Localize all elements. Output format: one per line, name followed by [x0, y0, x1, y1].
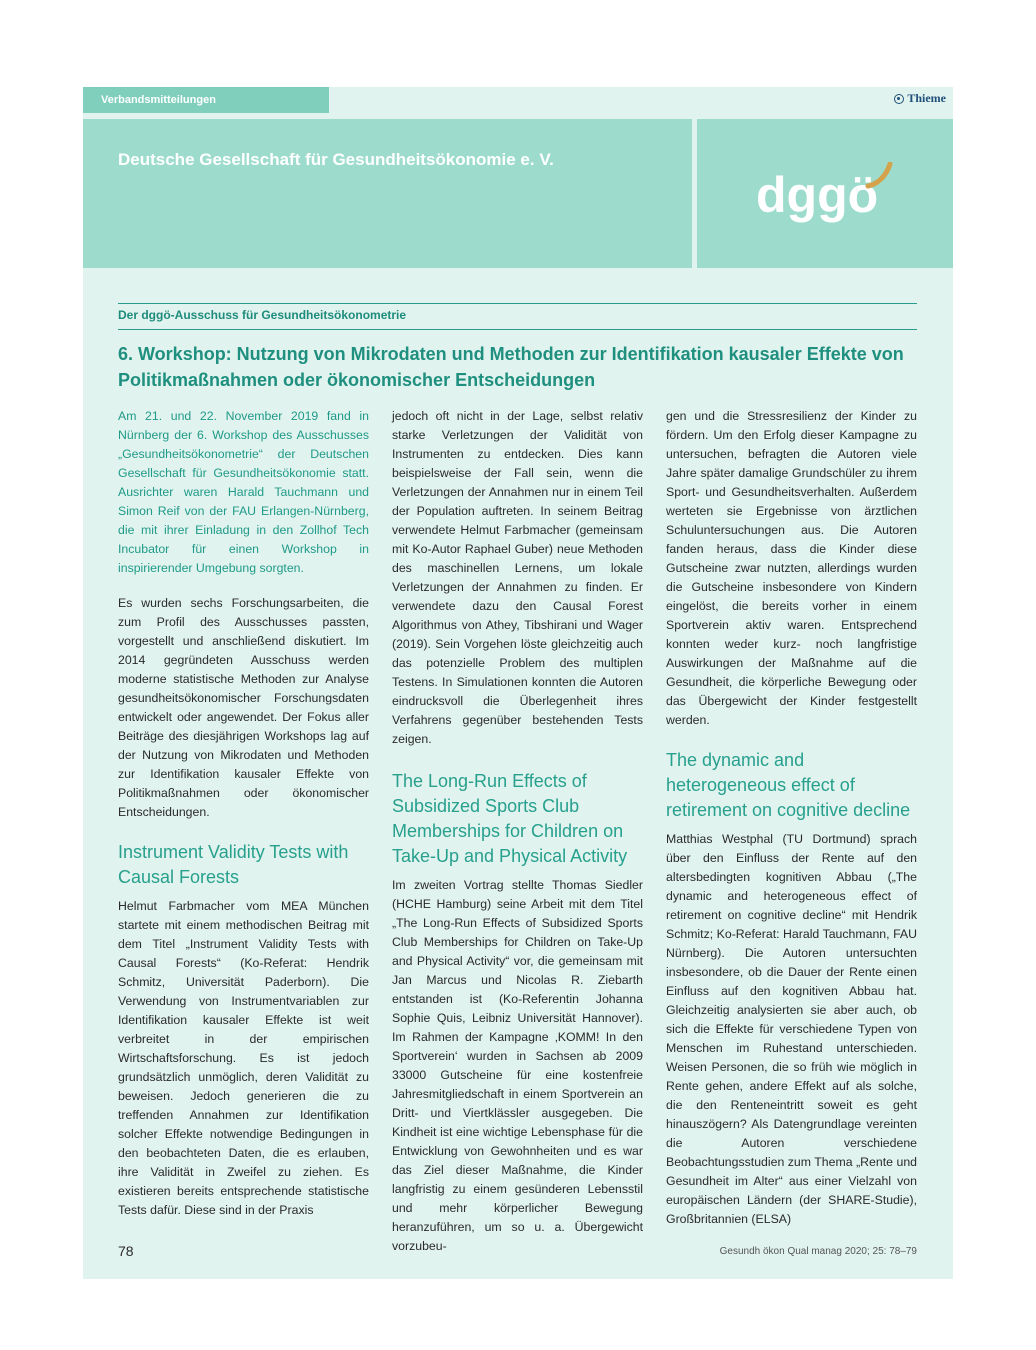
thieme-icon — [894, 94, 904, 104]
paragraph: Matthias Westphal (TU Dortmund) sprach über den Einfluss der Rente auf den altersbedingten kognitiven Abbau („The dynamic and heterogeneous effect of retirement on cognitive decline“ mit Hendrik Schmitz; Ko-Referat: Harald Tauchmann, FAU Nürnberg). Die Autoren untersuchten insbesondere, ob die Dauer der Rente einen Einfluss auf den kognitiven Abbau hat. Gleichzeitig analysierten sie aber auch, ob sich die Effekte für verschiedene Typen von Menschen im Ruhestand unterschieden. Weisen Personen, die so früh wie möglich in Rente gehen, andere Effekt auf als solche, die den Renteneintritt soweit es geht hinauszögern? Als Datengrundlage vereinten die Autoren verschiedene Beobachtungsstudien zum Thema „Rente und Gesundheit im Alter“ aus einer Vielzahl von europäischen Ländern (der SHARE-Studie), Großbritannien (ELSA) — [666, 832, 917, 1226]
section-label: Der dggö-Ausschuss für Gesundheitsökonometrie — [118, 308, 407, 322]
section-tag: Verbandsmitteilungen — [83, 87, 329, 113]
column-3 — [666, 407, 917, 1244]
paragraph: Im zweiten Vortrag stellte Thomas Siedler (HCHE Hamburg) seine Arbeit mit dem Titel „The Long-Run Effects of Subsidized Sports Club Memberships for Children on Take-Up and Physical Activity“ vor, die gemeinsam mit Jan Marcus und Nicolas R. Ziebarth entstanden ist (Ko-Referentin Johanna Sophie Quis, Leibniz Universität Hannover). Im Rahmen der Kampagne ‚KOMM! In den Sportverein‘ wurden in Sachsen ab 2009 33000 Gutscheine für eine kostenfreie Jahresmitgliedschaft in einem Sportverein an Dritt- und Viertklässler ausgegeben. Die Kindheit ist eine wichtige Lebensphase für die Entwicklung von Gewohnheiten und es war das Ziel dieser Maßnahme, die Kinder langfristig zu einem gesünderen Lebensstil und mehr körperlicher Bewegung heranzuführen, um so u. a. Übergewicht vorzubeu- — [392, 878, 643, 1253]
section-heading: The dynamic and heterogeneous effect of retirement on cognitive decline — [666, 750, 911, 820]
society-banner — [83, 119, 692, 268]
paragraph: Helmut Farbmacher vom MEA München startete mit einem methodischen Beitrag mit dem Titel „Instrument Validity Tests with Causal Forests“ (Ko-Referat: Hendrik Schmitz, Universität Paderborn). Die Verwendung von Instrumentvariablen zur Identifikation kausaler Effekte ist weit verbreitet in der empirischen Wirtschaftsforschung. Es ist jedoch grundsätzlich unmöglich, deren Validität zu beweisen. Jedoch generieren die zu treffenden Annahmen zur Identifikation solcher Effekte notwendige Bedingungen in den beobachteten Daten, die es erlauben, ihre Validität in Zweifel zu ziehen. Es existieren bereits entsprechende statistische Tests dafür. Diese sind in der Praxis — [118, 899, 369, 1217]
journal-citation: Gesundh ökon Qual manag 2020; 25: 78–79 — [719, 1246, 917, 1257]
paragraph: Es wurden sechs Forschungsarbeiten, die zum Profil des Ausschusses passten, vorgestellt und anschließend diskutiert. Im 2014 gegründeten Ausschuss werden moderne statistische Methoden zur Analyse gesundheitsökonomischer Forschungsdaten entwickelt oder angewendet. Der Fokus aller Beiträge des diesjährigen Workshops lag auf der Nutzung von Mikrodaten und Methoden zur Identifikation kausaler Effekte von Politikmaßnahmen oder ökonomischer Entscheidungen. — [118, 596, 369, 819]
section-heading: Instrument Validity Tests with Causal Forests — [118, 842, 349, 887]
paragraph: gen und die Stressresilienz der Kinder zu fördern. Um den Erfolg dieser Kampagne zu untersuchen, befragten die Autoren viele Jahre später damalige Grundschüler zu ihrem Sport- und Gesundheitsverhalten. Außerdem werteten sie Ergebnisse von ärztlichen Schuluntersuchungen aus. Die Autoren fanden heraus, dass die Kinder diese Gutscheine zwar nutzten, allerdings wurden die Gutscheine insbesondere von Kindern eingelöst, die bereits vorher in einem Sportverein aktiv waren. Entsprechend konnten weder kurz- noch langfristige Auswirkungen der Maßnahme auf die Gesundheit, die körperliche Bewegung oder das Übergewicht der Kinder festgestellt werden. — [666, 409, 917, 727]
dggo-logo — [756, 162, 896, 232]
column-2 — [392, 407, 643, 1271]
section-heading: The Long-Run Effects of Subsidized Sports Club Memberships for Children on Take-Up and Physical Activity — [392, 771, 628, 866]
paragraph: jedoch oft nicht in der Lage, selbst relativ starke Verletzungen der Validität von Instrumenten zu entdecken. Dies kann beispielsweise der Fall sein, wenn die Verletzungen der Annahmen nur in einem Teil der Population auftreten. In seinem Beitrag verwendete Helmut Farbmacher (gemeinsam mit Ko-Autor Raphael Guber) neue Methoden des maschinellen Lernens, um lokale Verletzungen der Annahmen zu finden. Er verwendete dazu den Causal Forest Algorithmus von Athey, Tibshirani und Wager (2019). Sein Vorgehen löste gleichzeitig auch das potenzielle Problem des multiplen Testens. In Simulationen konnten die Autoren eindrucksvoll die Überlegenheit ihres Verfahrens gegenüber bestehenden Tests zeigen. — [392, 409, 643, 746]
publisher-logo — [894, 91, 946, 106]
divider-bottom — [118, 329, 917, 330]
society-name: Deutsche Gesellschaft für Gesundheitsökonomie e. V. — [118, 150, 554, 169]
logo-text: dggö — [756, 167, 879, 223]
divider-top — [118, 303, 917, 304]
column-1 — [118, 407, 369, 1235]
page-number: 78 — [118, 1243, 134, 1259]
publisher-name: Thieme — [907, 91, 946, 105]
article-title: 6. Workshop: Nutzung von Mikrodaten und Methoden zur Identifikation kausaler Effekte von Politikmaßnahmen oder ökonomischer Entscheidungen — [118, 344, 904, 390]
lead-paragraph: Am 21. und 22. November 2019 fand in Nürnberg der 6. Workshop des Ausschusses „Gesundheitsökonometrie“ der Deutschen Gesellschaft für Gesundheitsökonomie statt. Ausrichter waren Harald Tauchmann und Simon Reif von der FAU Erlangen-Nürnberg, die mit ihrer Einladung in den Zollhof Tech Incubator für einen Workshop in inspirierender Umgebung sorgten. — [118, 409, 369, 575]
